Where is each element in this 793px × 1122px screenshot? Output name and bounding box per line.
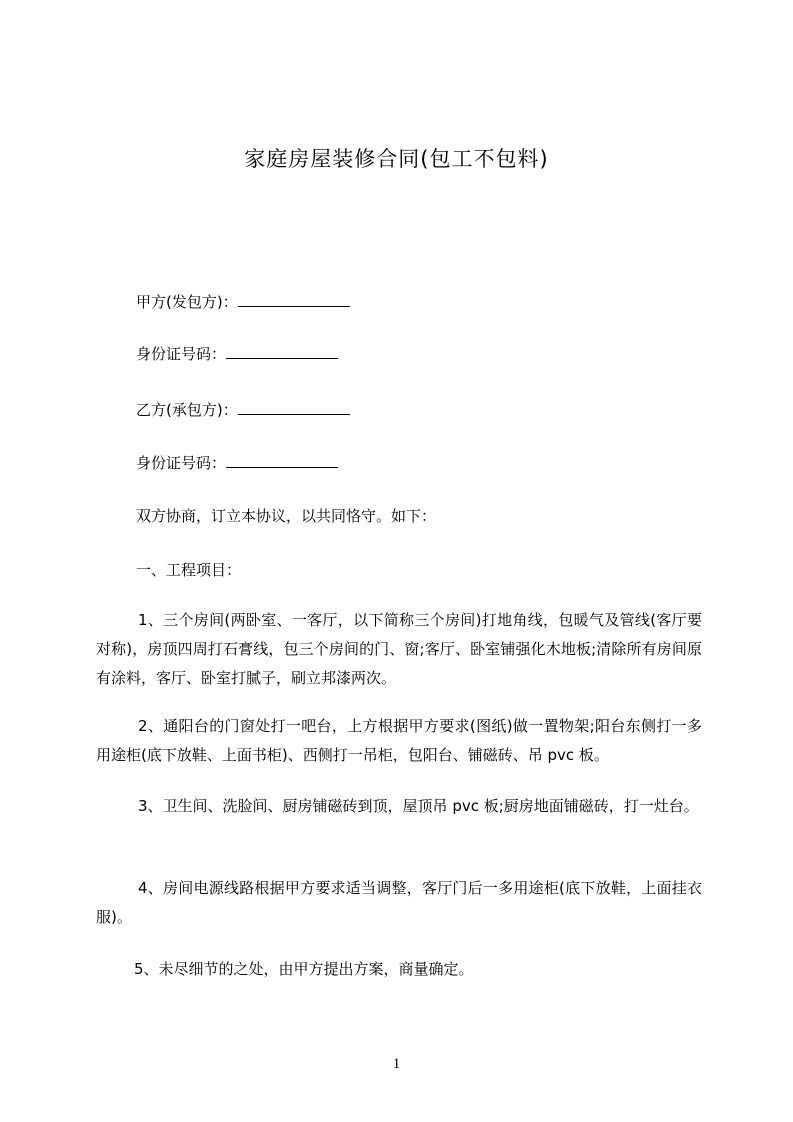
party-b-id-field xyxy=(136,452,338,473)
party-b-id-blank-line xyxy=(226,453,338,468)
item-4-paragraph: 4、房间电源线路根据甲方要求适当调整，客厅门后一多用途柜(底下放鞋，上面挂衣服)。 xyxy=(96,879,702,926)
item-2-paragraph: 2、通阳台的门窗处打一吧台，上方根据甲方要求(图纸)做一置物架;阳台东侧打一多用途柜(底下放鞋、上面书柜)、西侧打一吊柜，包阳台、铺磁砖、吊 pvc 板。 xyxy=(96,717,702,764)
document-title: 家庭房屋装修合同(包工不包料) xyxy=(244,147,549,171)
party-b-label: 乙方(承包方)： xyxy=(136,401,238,419)
party-a-id-label: 身份证号码： xyxy=(136,345,227,363)
party-b-id-label: 身份证号码： xyxy=(136,454,227,472)
party-a-label: 甲方(发包方)： xyxy=(136,293,238,311)
party-b-blank-line xyxy=(238,400,350,415)
intro-text: 双方协商，订立本协议，以共同恪守。如下： xyxy=(136,507,437,525)
item-1-paragraph: 1、三个房间(两卧室、一客厅，以下简称三个房间)打地角线，包暖气及管线(客厅要对称)，房顶四周打石膏线，包三个房间的门、窗;客厅、卧室铺强化木地板;清除所有房间原有涂料，客厅、卧室打腻子，刷立邦漆两次。 xyxy=(96,611,702,687)
party-b-field xyxy=(136,399,350,420)
item-3-paragraph: 3、卫生间、洗脸间、厨房铺磁砖到顶，屋顶吊 pvc 板;厨房地面铺磁砖，打一灶台。 xyxy=(138,797,699,815)
item-5-paragraph: 5、未尽细节的之处，由甲方提出方案，商量确定。 xyxy=(134,960,474,978)
section-1-heading: 一、工程项目： xyxy=(136,561,242,579)
party-a-id-field xyxy=(136,343,338,364)
party-a-blank-line xyxy=(238,292,350,307)
page-number: 1 xyxy=(392,1056,401,1072)
party-a-field xyxy=(136,291,350,312)
party-a-id-blank-line xyxy=(226,344,338,359)
